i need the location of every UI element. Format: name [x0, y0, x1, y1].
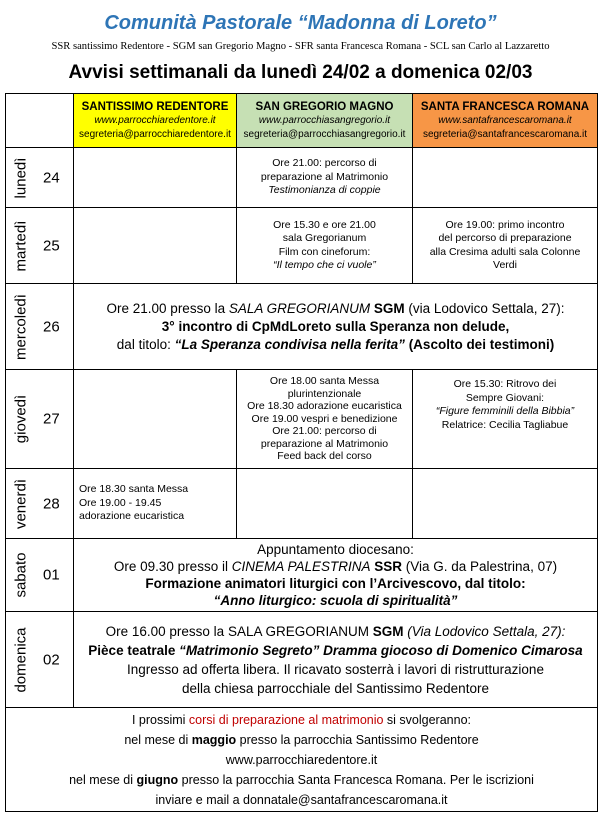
community-event-cell	[74, 284, 598, 370]
footer-text: presso la parrocchia Santissimo Redentore	[236, 732, 479, 747]
event-cell-sfr	[413, 469, 598, 539]
event-line: “Il tempo che ci vuole”	[273, 259, 376, 271]
venue-name: CINEMA PALESTRINA	[231, 559, 371, 574]
event-line: preparazione al Matrimonio	[260, 170, 389, 183]
day-row-wednesday	[6, 284, 598, 370]
event-line: del percorso di preparazione	[438, 232, 572, 244]
event-line: Ore 19.00 vespri e benedizione	[251, 412, 398, 425]
day-number: 27	[43, 410, 60, 428]
parish-short-name: santa Francesca Romana	[316, 41, 422, 52]
footer-line	[6, 770, 597, 790]
parish-short-name: san Gregorio Magno	[198, 41, 287, 52]
day-number: 28	[43, 495, 60, 512]
event-line	[74, 300, 597, 318]
event-line: Film con cineforum:	[278, 245, 371, 258]
event-line: “Figure femminili della Bibbia”	[435, 405, 575, 417]
parish-name: SAN GREGORIO MAGNO	[255, 100, 394, 113]
footer-highlight: corsi di preparazione al matrimonio	[188, 712, 384, 727]
event-line	[74, 641, 597, 660]
event-line: plurintenzionale	[287, 387, 362, 400]
parish-abbr: SGM	[369, 623, 404, 639]
day-label-cell	[6, 148, 74, 208]
day-row-thursday	[6, 370, 598, 469]
event-line: alla Cresima adulti sala Colonne	[429, 245, 581, 258]
day-name: giovedì	[12, 394, 30, 444]
footer-website-link[interactable]: www.parrocchiaredentore.it	[225, 752, 378, 767]
parish-website-link[interactable]: www.santafrancescaromana.it	[438, 114, 572, 126]
event-cell-sgm	[237, 370, 413, 469]
event-line: Testimonianza di coppie	[268, 184, 381, 197]
parish-header-row	[6, 94, 598, 148]
footer-notice	[6, 708, 598, 812]
event-line: Ore 18.30 santa Messa	[79, 483, 189, 496]
day-number: 25	[43, 237, 60, 254]
community-event-cell	[74, 539, 598, 612]
event-line: Ore 18.30 adorazione eucaristica	[247, 400, 402, 413]
event-text: (Via Lodovico Settala, 27):	[403, 623, 566, 639]
parish-website-link[interactable]: www.parrocchiaredentore.it	[94, 114, 216, 126]
event-cell-sgm	[237, 148, 413, 208]
parishes-line: SSR santissimo Redentore - SGM san Gregorio Magno - SFR santa Francesca Romana - SCL san Carlo al Lazzaretto	[51, 41, 550, 52]
month-name: giugno	[136, 772, 179, 787]
event-line: Feed back del corso	[277, 450, 372, 463]
event-line: Verdi	[493, 259, 517, 271]
page-title: Comunità Pastorale “Madonna di Loreto”	[104, 12, 497, 34]
parish-abbr: SCL	[429, 41, 449, 52]
event-line: Ore 19.00 - 19.45	[79, 496, 162, 509]
parish-abbr: SSR	[51, 41, 71, 52]
month-name: maggio	[191, 732, 237, 747]
parish-name: SANTISSIMO REDENTORE	[81, 100, 229, 113]
event-line	[74, 622, 597, 641]
event-text: (via Lodovico Settala, 27):	[404, 300, 565, 316]
venue-name: SALA GREGORIANUM	[227, 623, 369, 639]
event-line: Ingresso ad offerta libera. Il ricavato sosterrà i lavori di ristrutturazione	[127, 661, 544, 677]
event-line: Ore 18.00 santa Messa	[269, 374, 380, 387]
event-cell-ssr	[74, 469, 237, 539]
parish-ssr-header	[74, 94, 237, 148]
day-number: 02	[43, 651, 60, 668]
parish-website-link[interactable]: www.parrocchiasangregorio.it	[258, 114, 391, 126]
day-name: lunedì	[12, 157, 30, 198]
event-text: (Via G. da Palestrina, 07)	[402, 559, 558, 574]
event-cell-ssr	[74, 148, 237, 208]
footer-line	[6, 710, 597, 730]
event-line: Ore 15.30 e ore 21.00	[273, 218, 376, 231]
community-event-cell	[74, 612, 598, 708]
parish-email-link[interactable]: segreteria@parrocchiaredentore.it	[79, 128, 231, 140]
day-label-cell	[6, 284, 74, 370]
event-cell-ssr	[74, 208, 237, 284]
event-text: dal titolo:	[116, 336, 175, 352]
event-line: Appuntamento diocesano:	[257, 542, 414, 557]
event-cell-ssr	[74, 370, 237, 469]
event-text: Ore 09.30 presso il	[113, 559, 232, 574]
event-cell-sgm	[237, 469, 413, 539]
footer-email-line[interactable]: inviare e mail a donnatale@santafrancescaromana.it	[155, 792, 448, 807]
day-row-sunday	[6, 612, 598, 708]
event-cell-sfr	[413, 148, 598, 208]
day-name: martedì	[12, 220, 30, 271]
parish-abbr: SSR	[370, 559, 402, 574]
parish-email-link[interactable]: segreteria@parrocchiasangregorio.it	[243, 128, 406, 140]
day-label-cell	[6, 370, 74, 469]
day-number: 01	[43, 566, 60, 584]
footer-row	[6, 708, 598, 812]
event-cell-sgm	[237, 208, 413, 284]
event-text: (Ascolto dei testimoni)	[404, 336, 555, 352]
footer-text: nel mese di	[69, 772, 137, 787]
event-subtitle: “La Speranza condivisa nella ferita”	[174, 336, 405, 352]
event-cell-sfr	[413, 370, 598, 469]
event-line	[74, 558, 597, 575]
footer-line	[6, 730, 597, 750]
event-text: Pièce teatrale	[88, 642, 180, 658]
day-label-cell	[6, 539, 74, 612]
event-line: adorazione eucaristica	[79, 510, 185, 523]
event-subtitle: “Anno liturgico: scuola di spiritualità”	[213, 593, 458, 608]
day-name: venerdì	[12, 478, 30, 529]
parish-short-name: san Carlo al Lazzaretto	[451, 41, 550, 52]
parish-abbr: SFR	[294, 41, 314, 52]
event-line: della chiesa parrocchiale del Santissimo Redentore	[182, 680, 489, 696]
event-line: Relatrice: Cecilia Tagliabue	[441, 418, 569, 431]
event-title: 3° incontro di CpMdLoreto sulla Speranza non delude,	[161, 318, 510, 334]
footer-text: si svolgeranno:	[383, 712, 472, 727]
venue-name: SALA GREGORIANUM	[228, 300, 371, 316]
day-row-monday	[6, 148, 598, 208]
parish-abbr: SGM	[172, 41, 196, 52]
day-name: domenica	[12, 626, 30, 693]
day-name: mercoledì	[12, 293, 30, 360]
event-line	[74, 336, 597, 354]
parish-sgm-header	[237, 94, 413, 148]
parish-name: SANTA FRANCESCA ROMANA	[420, 100, 590, 113]
event-line: Ore 15.30: Ritrovo dei	[453, 378, 557, 390]
event-line: Ore 21.00: percorso di	[272, 157, 377, 170]
event-cell-sfr	[413, 208, 598, 284]
event-text: Ore 21.00 presso la	[106, 300, 229, 316]
day-row-tuesday	[6, 208, 598, 284]
schedule-table	[5, 93, 598, 812]
day-label-cell	[6, 469, 74, 539]
day-label-cell	[6, 612, 74, 708]
footer-text: presso la parrocchia Santa Francesca Romana. Per le iscrizioni	[178, 772, 534, 787]
footer-text: I prossimi	[131, 712, 189, 727]
event-title: Formazione animatori liturgici con l’Arcivescovo, dal titolo:	[145, 576, 526, 591]
event-text: Ore 16.00 presso la	[105, 623, 228, 639]
event-title: “Matrimonio Segreto” Dramma giocoso di Domenico Cimarosa	[179, 642, 583, 658]
day-number: 26	[43, 318, 60, 335]
event-line: sala Gregorianum	[282, 232, 367, 244]
day-name: sabato	[12, 552, 30, 598]
event-line: Ore 21.00: percorso di	[272, 425, 377, 438]
event-line: Sempre Giovani:	[465, 391, 545, 404]
weekly-headline: Avvisi settimanali da lunedì 24/02 a domenica 02/03	[68, 62, 533, 83]
parish-email-link[interactable]: segreteria@santafrancescaromana.it	[422, 128, 588, 140]
event-line: preparazione al Matrimonio	[260, 437, 389, 450]
event-line: Ore 19.00: primo incontro	[445, 218, 565, 231]
day-number: 24	[43, 169, 60, 186]
day-row-friday	[6, 469, 598, 539]
parish-short-name: santissimo Redentore	[72, 41, 164, 52]
day-label-cell	[6, 208, 74, 284]
day-row-saturday	[6, 539, 598, 612]
footer-text: nel mese di	[124, 732, 192, 747]
parish-abbr: SGM	[370, 300, 405, 316]
parish-sfr-header	[413, 94, 598, 148]
